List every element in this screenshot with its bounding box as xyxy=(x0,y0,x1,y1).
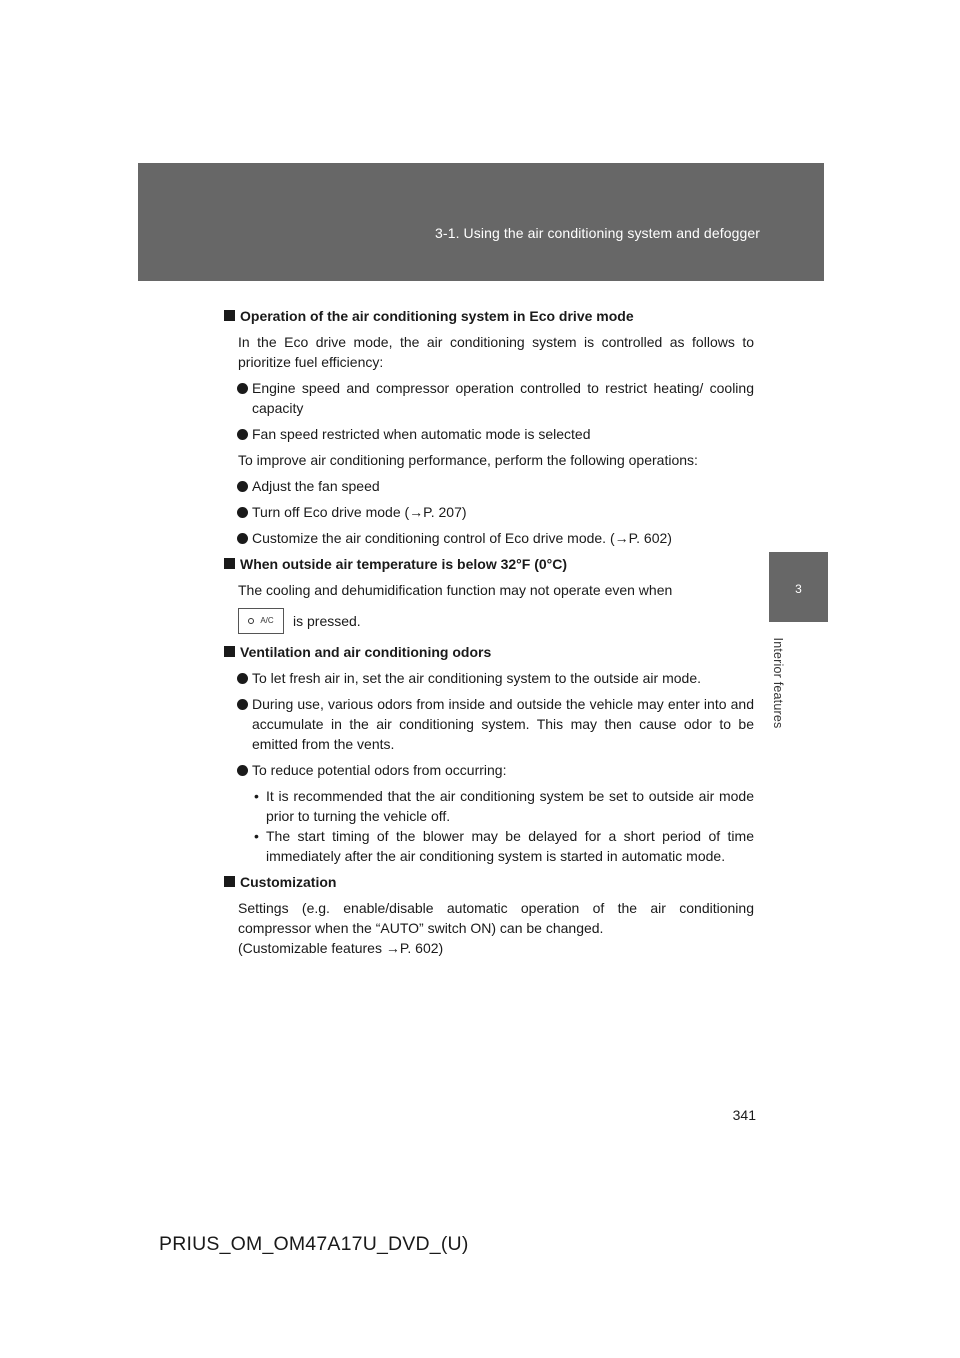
square-bullet-icon xyxy=(224,310,235,321)
page-number: 341 xyxy=(732,1107,756,1123)
heading-eco: Operation of the air conditioning system in Eco drive mode xyxy=(224,306,754,326)
heading-custom: Customization xyxy=(224,872,754,892)
round-bullet-icon xyxy=(237,507,248,518)
ac-row xyxy=(224,606,754,636)
eco-improve: To improve air conditioning performance, perform the following operations: xyxy=(238,452,698,468)
round-bullet-icon xyxy=(237,533,248,544)
chapter-tab xyxy=(769,552,828,622)
eco-operation: Turn off Eco drive mode (→P. 207) xyxy=(224,502,754,522)
odor-bullet: To reduce potential odors from occurring: xyxy=(224,760,754,780)
chapter-label-text: Interior features xyxy=(771,637,785,729)
round-bullet-icon xyxy=(237,481,248,492)
eco-operation: Customize the air conditioning control of Eco drive mode. (→P. 602) xyxy=(224,528,754,548)
square-bullet-icon xyxy=(224,646,235,657)
small-bullet-icon: • xyxy=(254,788,259,804)
cold-text: The cooling and dehumidification function may not operate even when xyxy=(238,582,673,598)
odor-bullet: To let fresh air in, set the air conditioning system to the outside air mode. xyxy=(224,668,754,688)
indicator-light-icon xyxy=(248,618,254,624)
round-bullet-icon xyxy=(237,699,248,710)
square-bullet-icon xyxy=(224,876,235,887)
document-code: PRIUS_OM_OM47A17U_DVD_(U) xyxy=(159,1233,469,1255)
ac-button-icon: A/C xyxy=(238,608,284,634)
chapter-label xyxy=(768,628,788,738)
eco-operation: Adjust the fan speed xyxy=(224,476,754,496)
heading-cold: When outside air temperature is below 32°F (0°C) xyxy=(224,554,754,574)
eco-intro: In the Eco drive mode, the air conditioning system is controlled as follows to prioritize fuel efficiency: xyxy=(238,334,754,370)
section-title: 3-1. Using the air conditioning system and defogger xyxy=(435,225,760,241)
odor-sub-item: • The start timing of the blower may be delayed for a short period of time immediately after the air conditioning system is started in automatic mode. xyxy=(254,828,754,864)
custom-text: Settings (e.g. enable/disable automatic operation of the air conditioning compressor when the “AUTO” switch ON) can be changed. xyxy=(238,900,754,936)
eco-bullet: Engine speed and compressor operation controlled to restrict heating/ cooling capacity xyxy=(224,378,754,418)
eco-bullet: Fan speed restricted when automatic mode is selected xyxy=(224,424,754,444)
odor-bullet: During use, various odors from inside and outside the vehicle may enter into and accumulate in the air conditioning system. This may then cause odor to be emitted from the vents. xyxy=(224,694,754,754)
custom-link: (Customizable features →P. 602) xyxy=(238,940,444,956)
round-bullet-icon xyxy=(237,383,248,394)
heading-odors: Ventilation and air conditioning odors xyxy=(224,642,754,662)
odor-sub-item: • It is recommended that the air conditioning system be set to outside air mode prior to turning the vehicle off. xyxy=(254,788,754,824)
small-bullet-icon: • xyxy=(254,828,259,844)
square-bullet-icon xyxy=(224,558,235,569)
round-bullet-icon xyxy=(237,673,248,684)
chapter-number: 3 xyxy=(795,582,802,596)
cold-suffix: is pressed. xyxy=(293,613,361,629)
round-bullet-icon xyxy=(237,765,248,776)
round-bullet-icon xyxy=(237,429,248,440)
header-band xyxy=(138,163,824,281)
page-content xyxy=(224,306,754,964)
